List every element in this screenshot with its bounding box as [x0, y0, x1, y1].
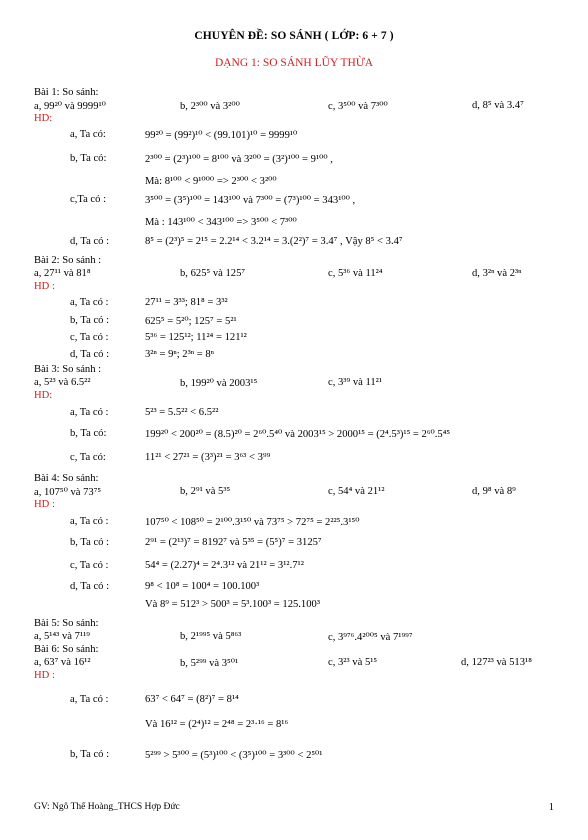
step-label: d, Ta có :	[70, 349, 110, 360]
step-expression: 5²³ = 5.5²² < 6.5²²	[145, 407, 219, 418]
step-label: c, Ta có:	[70, 452, 106, 463]
step-expression: 3⁵⁰⁰ = (3⁵)¹⁰⁰ = 143¹⁰⁰ và 7³⁰⁰ = (7³)¹⁰⁰ = 343¹⁰⁰ ,	[145, 195, 356, 206]
step-label: a, Ta có :	[70, 297, 109, 308]
step-label: b, Ta có :	[70, 749, 110, 760]
step-label: a, Ta có :	[70, 516, 109, 527]
solution-step	[34, 153, 558, 175]
step-expression: 27¹¹ = 3³³; 81⁸ = 3³²	[145, 297, 228, 308]
step-expression: 5²⁹⁹ > 5³⁰⁰ = (5³)¹⁰⁰ < (3⁵)¹⁰⁰ = 3³⁰⁰ < 2⁵⁰¹	[145, 750, 323, 761]
exercise-item: c, 5³⁶ và 11²⁴	[328, 268, 383, 279]
step-label: d, Ta có :	[70, 236, 110, 247]
solution-step	[34, 560, 558, 581]
solution-step	[34, 599, 558, 618]
step-expression: 8⁵ = (2³)⁵ = 2¹⁵ = 2.2¹⁴ < 3.2¹⁴ = 3.(2²)⁷ = 3.4⁷ , Vậy 8⁵ < 3.4⁷	[145, 236, 403, 247]
page-number: 1	[548, 802, 554, 813]
step-label: c,Ta có :	[70, 194, 107, 205]
exercise-5-items	[34, 631, 558, 644]
solution-step	[34, 749, 558, 769]
exercise-item: b, 625⁵ và 125⁷	[180, 268, 246, 279]
step-expression: 11²¹ < 27²¹ = (3³)²¹ = 3⁶³ < 3⁹⁹	[145, 452, 271, 463]
step-expression: 199²⁰ < 200²⁰ = (8.5)²⁰ = 2⁶⁰.5⁴⁰ và 2003¹⁵ > 2000¹⁵ = (2⁴.5³)¹⁵ = 2⁶⁰.5⁴⁵	[145, 429, 451, 440]
solution-step	[34, 537, 558, 560]
step-expression: 3²ⁿ = 9ⁿ; 2³ⁿ = 8ⁿ	[145, 349, 215, 360]
document-title: CHUYÊN ĐỀ: SO SÁNH ( LỚP: 6 + 7 )	[194, 30, 394, 42]
exercise-item: a, 107⁵⁰ và 73⁷⁵	[34, 487, 102, 498]
exercise-5-heading: Bài 5: So sánh:	[34, 618, 99, 629]
step-label: c, Ta có :	[70, 560, 109, 571]
step-expression: 99²⁰ = (99²)¹⁰ < (99.101)¹⁰ = 9999¹⁰	[145, 130, 298, 141]
step-expression: Mà : 143¹⁰⁰ < 343¹⁰⁰ => 3⁵⁰⁰ < 7³⁰⁰	[145, 217, 297, 228]
solution-step	[34, 428, 558, 452]
step-expression: 5³⁶ = 125¹²; 11²⁴ = 121¹²	[145, 332, 247, 343]
solution-step	[34, 349, 558, 364]
solution-step	[34, 216, 558, 236]
exercise-item: b, 5²⁹⁹ và 3⁵⁰¹	[180, 658, 239, 669]
exercise-item: c, 3⁹⁷⁶.4²⁰⁰⁵ và 7¹⁹⁹⁷	[328, 632, 413, 643]
step-label: d, Ta có :	[70, 581, 110, 592]
solution-step	[34, 332, 558, 349]
exercise-4-heading: Bài 4: So sánh:	[34, 473, 99, 484]
solution-step	[34, 194, 558, 216]
hint-label: HD:	[34, 113, 53, 124]
exercise-item: b, 2⁹¹ và 5³⁵	[180, 486, 231, 497]
step-expression: 54⁴ = (2.27)⁴ = 2⁴.3¹² và 21¹² = 3¹².7¹²	[145, 560, 304, 571]
exercise-item: a, 5²³ và 6.5²²	[34, 377, 91, 388]
section-subtitle: DẠNG 1: SO SÁNH LŨY THỪA	[214, 57, 374, 69]
step-expression: 9⁸ < 10⁸ = 100⁴ = 100.100³	[145, 581, 260, 592]
exercise-item: a, 5¹⁴³ và 7¹¹⁹	[34, 631, 90, 642]
exercise-2-heading: Bài 2: So sánh :	[34, 255, 102, 266]
solution-step	[34, 516, 558, 537]
exercise-item: a, 63⁷ và 16¹²	[34, 657, 91, 668]
exercise-3-heading: Bài 3: So sánh :	[34, 364, 102, 375]
exercise-item: d, 8⁵ và 3.4⁷	[472, 100, 524, 111]
page-footer	[34, 802, 554, 812]
hint-label: HD :	[34, 670, 55, 681]
step-label: b, Ta có :	[70, 537, 110, 548]
step-label: b, Ta có :	[70, 315, 110, 326]
solution-step	[34, 236, 558, 255]
exercise-6-items	[34, 657, 558, 670]
exercise-item: c, 3³⁹ và 11²¹	[328, 377, 383, 388]
solution-step	[34, 581, 558, 599]
solution-step	[34, 688, 558, 719]
exercise-item: a, 99²⁰ và 9999¹⁰	[34, 101, 106, 112]
step-label: c, Ta có :	[70, 332, 109, 343]
exercise-item: b, 2³⁰⁰ và 3²⁰⁰	[180, 101, 240, 112]
step-expression: 63⁷ < 64⁷ = (8²)⁷ = 8¹⁴	[145, 694, 239, 705]
step-expression: Và 8⁹ = 512³ > 500³ = 5³.100³ = 125.100³	[145, 599, 321, 610]
exercise-item: a, 27¹¹ và 81⁸	[34, 268, 91, 279]
solution-step	[34, 175, 558, 194]
exercise-item: d, 127²³ và 513¹⁸	[461, 657, 532, 668]
step-expression: Và 16¹² = (2⁴)¹² = 2⁴⁸ = 2³·¹⁶ = 8¹⁶	[145, 719, 289, 730]
hint-label: HD :	[34, 281, 55, 292]
exercise-4-items	[34, 486, 558, 499]
exercise-item: d, 9⁸ và 8⁹	[472, 486, 516, 497]
solution-step	[34, 315, 558, 332]
hint-label: HD :	[34, 499, 55, 510]
step-label: b, Ta có:	[70, 153, 107, 164]
solution-step	[34, 719, 558, 749]
step-expression: 2³⁰⁰ = (2³)¹⁰⁰ = 8¹⁰⁰ và 3²⁰⁰ = (3²)¹⁰⁰ = 9¹⁰⁰ ,	[145, 154, 333, 165]
step-label: b, Ta có:	[70, 428, 107, 439]
exercise-2-items	[34, 268, 558, 281]
exercise-3-items	[34, 377, 558, 390]
solution-step	[34, 297, 558, 315]
solution-step	[34, 452, 558, 473]
solution-step	[34, 129, 558, 153]
step-label: a, Ta có:	[70, 129, 106, 140]
solution-step	[34, 407, 558, 428]
step-expression: 625⁵ = 5²⁰; 125⁷ = 5²¹	[145, 316, 237, 327]
hint-label: HD:	[34, 390, 53, 401]
exercise-item: b, 2¹⁹⁹⁵ và 5⁸⁶³	[180, 631, 242, 642]
exercise-item: b, 199²⁰ và 2003¹⁵	[180, 378, 258, 389]
document-body	[34, 87, 558, 769]
exercise-1-items	[34, 100, 558, 113]
step-expression: 107⁵⁰ < 108⁵⁰ = 2¹⁰⁰.3¹⁵⁰ và 73⁷⁵ > 72⁷⁵ = 2²²⁵.3¹⁵⁰	[145, 517, 360, 528]
exercise-item: c, 54⁴ và 21¹²	[328, 486, 385, 497]
exercise-6-heading: Bài 6: So sánh:	[34, 644, 99, 655]
step-label: a, Ta có :	[70, 407, 109, 418]
exercise-item: d, 3²ⁿ và 2³ⁿ	[472, 268, 522, 279]
exercise-item: c, 3⁵⁰⁰ và 7³⁰⁰	[328, 101, 388, 112]
step-expression: 2⁹¹ = (2¹³)⁷ = 8192⁷ và 5³⁵ = (5⁵)⁷ = 3125⁷	[145, 537, 322, 548]
footer-author: GV: Ngô Thế Hoàng_THCS Hợp Đức	[34, 802, 180, 812]
exercise-1-heading: Bài 1: So sánh:	[34, 87, 99, 98]
step-expression: Mà: 8¹⁰⁰ < 9¹⁰⁰⁰ => 2³⁰⁰ < 3²⁰⁰	[145, 176, 277, 187]
exercise-item: c, 3²³ và 5¹⁵	[328, 657, 378, 668]
step-label: a, Ta có :	[70, 694, 109, 705]
